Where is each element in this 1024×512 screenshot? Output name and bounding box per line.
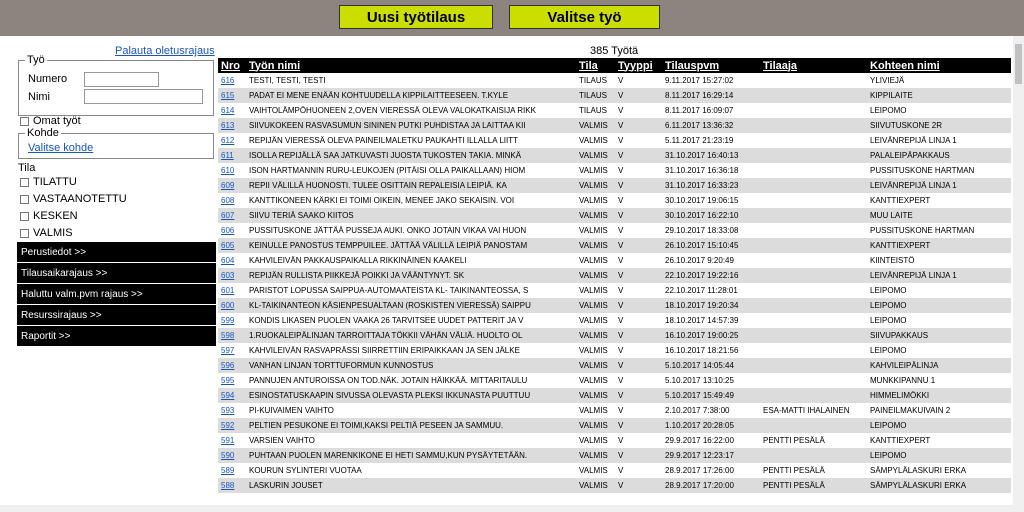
work-type: V — [618, 76, 624, 85]
work-number-link[interactable]: 607 — [221, 211, 235, 220]
orderer — [760, 418, 867, 433]
work-name: KONDIS LIKASEN PUOLEN VAAKA 26 TARVITSEE UUDET PATTERIT JA V — [249, 316, 524, 325]
work-name: KANTTIKONEEN KÄRKI EI TOIMI OIKEIN, MENEE JAKO SEKAISIN. VOI — [249, 196, 515, 205]
own-works-label: Omat työt — [33, 115, 81, 127]
work-type: V — [615, 418, 662, 433]
target-name: LEIVÄNREPIJÄ LINJA 1 — [870, 136, 957, 145]
target-filter-group — [18, 127, 214, 159]
target-filter-legend: Kohde — [27, 127, 59, 139]
column-header-type[interactable]: Tyyppi — [615, 58, 662, 73]
work-status: VALMIS — [579, 226, 608, 235]
status-checkbox[interactable] — [20, 195, 29, 204]
work-number-link[interactable]: 606 — [221, 226, 235, 235]
table-row[interactable] — [218, 283, 1011, 298]
orderer — [760, 268, 867, 283]
orderer — [760, 148, 867, 163]
order-date: 18.10.2017 14:57:39 — [665, 316, 739, 325]
target-name: KIINTEISTÖ — [870, 256, 915, 265]
work-number-link[interactable]: 590 — [221, 451, 235, 460]
work-status: VALMIS — [576, 388, 615, 403]
work-filter-legend: Työ — [27, 54, 45, 66]
work-type: V — [615, 238, 662, 253]
work-number-cell — [218, 448, 246, 463]
orderer — [760, 208, 867, 223]
work-type: V — [618, 256, 624, 265]
work-number-cell — [218, 313, 246, 328]
order-date: 5.10.2017 14:05:44 — [662, 358, 760, 373]
order-date: 31.10.2017 16:40:13 — [662, 148, 760, 163]
work-type: V — [618, 166, 624, 175]
work-number-cell — [218, 298, 246, 313]
work-number-cell — [218, 133, 246, 148]
order-date: 31.10.2017 16:36:18 — [665, 166, 739, 175]
target-name: YLIVIEJÄ — [870, 76, 905, 85]
work-number-link[interactable]: 603 — [221, 271, 235, 280]
table-row[interactable] — [218, 163, 1011, 178]
orderer — [760, 358, 867, 373]
work-number-link[interactable]: 608 — [221, 196, 235, 205]
orderer — [760, 343, 867, 358]
order-date: 26.10.2017 15:10:45 — [662, 238, 760, 253]
target-name: SIIVUTUSKONE 2R — [867, 118, 1011, 133]
column-header-name[interactable]: Työn nimi — [246, 58, 576, 73]
order-date: 28.9.2017 17:26:00 — [665, 466, 734, 475]
work-status: VALMIS — [576, 478, 615, 493]
vertical-scrollbar[interactable] — [1013, 36, 1024, 512]
work-type: V — [615, 88, 662, 103]
work-number-link[interactable]: 593 — [221, 406, 235, 415]
work-name: SIIVU TERIÄ SAAKO KIITOS — [246, 208, 576, 223]
order-date: 29.10.2017 18:33:08 — [665, 226, 739, 235]
work-type: V — [618, 196, 624, 205]
work-status: VALMIS — [576, 298, 615, 313]
order-date: 8.11.2017 16:09:07 — [665, 106, 734, 115]
table-row[interactable] — [218, 478, 1011, 493]
work-status: VALMIS — [576, 358, 615, 373]
work-number-link[interactable]: 592 — [221, 421, 235, 430]
work-number-cell — [218, 193, 246, 208]
work-name: PARISTOT LOPUSSA SAIPPUA-AUTOMAATEISTA KL- TAIKINANTEOSSA, S — [249, 286, 529, 295]
work-name: LASKURIN JOUSET — [246, 478, 576, 493]
target-name: KANTTIEXPERT — [867, 238, 1011, 253]
target-name: LEIPOMO — [867, 298, 1011, 313]
work-type: V — [615, 208, 662, 223]
work-name: KL-TAIKINANTEON KÄSIENPESUALTAAN (ROSKISTEN VIERESSÄ) SAIPPU — [246, 298, 576, 313]
work-number-cell — [218, 88, 246, 103]
work-name: ISON HARTMANNIN RURU-LEUKOJEN (PITÄISI OLLA PAIKALLAAN) HIOM — [249, 166, 526, 175]
name-label: Nimi — [28, 91, 50, 103]
work-status: VALMIS — [576, 238, 615, 253]
order-date: 2.10.2017 7:38:00 — [665, 406, 730, 415]
work-number-link[interactable]: 594 — [221, 391, 235, 400]
target-name: MUU LAITE — [867, 208, 1011, 223]
work-status: TILAUS — [579, 106, 608, 115]
table-row[interactable] — [218, 148, 1011, 163]
orderer — [760, 133, 867, 148]
work-number-link[interactable]: 598 — [221, 331, 235, 340]
table-row[interactable] — [218, 298, 1011, 313]
target-name: PUSSITUSKONE HARTMAN — [870, 166, 975, 175]
target-name: MUNKKIPANNU 1 — [870, 376, 936, 385]
work-number-cell — [218, 403, 246, 418]
new-work-order-button[interactable]: Uusi työtilaus — [339, 5, 493, 29]
top-toolbar — [0, 0, 1024, 36]
target-name: PAINEILMAKUIVAIN 2 — [870, 406, 951, 415]
table-row[interactable] — [218, 88, 1011, 103]
work-status: VALMIS — [576, 208, 615, 223]
orderer — [760, 163, 867, 178]
work-name: ESINOSTATUSKAAPIN SIVUSSA OLEVASTA PLEKSI IKKUNASTA PUUTTUU — [246, 388, 576, 403]
order-date: 16.10.2017 19:00:25 — [662, 328, 760, 343]
target-name: LEIPOMO — [870, 316, 907, 325]
status-label: VALMIS — [33, 227, 73, 239]
work-number-link[interactable]: 600 — [221, 301, 235, 310]
work-status: VALMIS — [579, 316, 608, 325]
work-number-cell — [218, 328, 246, 343]
work-number-cell — [218, 103, 246, 118]
work-status: VALMIS — [579, 466, 608, 475]
target-name: LEIPOMO — [870, 346, 907, 355]
work-number-link[interactable]: 588 — [221, 481, 235, 490]
work-type: V — [618, 406, 624, 415]
table-row[interactable] — [218, 223, 1011, 238]
work-name: VARSIEN VAIHTO — [249, 436, 315, 445]
work-table — [218, 58, 1011, 493]
status-label: TILATTU — [33, 176, 77, 188]
orderer — [760, 118, 867, 133]
table-row[interactable] — [218, 133, 1011, 148]
work-name: PUHTAAN PUOLEN MARENKIKONE EI HETI SAMMU,KUN PYSÄYTETÄÄN. — [246, 448, 576, 463]
work-name: KAHVILEIVÄN PAKKAUSPAIKALLA RIKKINÄINEN KAAKELI — [249, 256, 467, 265]
work-number-cell — [218, 73, 246, 88]
work-number-cell — [218, 223, 246, 238]
orderer — [760, 73, 867, 88]
work-type: V — [618, 466, 624, 475]
select-target-link[interactable]: Valitse kohde — [28, 142, 94, 154]
orderer — [760, 448, 867, 463]
target-name: LEIPOMO — [867, 418, 1011, 433]
number-input[interactable] — [84, 72, 159, 87]
order-date: 31.10.2017 16:33:23 — [662, 178, 760, 193]
order-date: 16.10.2017 18:21:56 — [665, 346, 739, 355]
order-date: 9.11.2017 15:27:02 — [665, 76, 734, 85]
work-number-link[interactable]: 613 — [221, 121, 235, 130]
reset-filters-link[interactable]: Palauta oletusrajaus — [115, 45, 215, 57]
work-type: V — [615, 298, 662, 313]
order-date: 29.9.2017 16:22:00 — [665, 436, 734, 445]
orderer: PENTTI PESÄLÄ — [763, 436, 825, 445]
table-row[interactable] — [218, 253, 1011, 268]
work-status: VALMIS — [579, 406, 608, 415]
work-number-cell — [218, 163, 246, 178]
section-order-time[interactable]: Tilausaikarajaus >> — [17, 263, 216, 283]
section-due-date[interactable]: Haluttu valm.pvm rajaus >> — [17, 284, 216, 304]
work-number-link[interactable]: 597 — [221, 346, 235, 355]
target-name: PALALEIPÄPAKKAUS — [867, 148, 1011, 163]
table-row[interactable] — [218, 238, 1011, 253]
work-number-cell — [218, 388, 246, 403]
work-name: KOURUN SYLINTERI VUOTAA — [249, 466, 362, 475]
work-name: 1.RUOKALEIPÄLINJAN TARROITTAJA TÖKKII VÄHÄN VÄLIÄ. HUOLTO OL — [246, 328, 576, 343]
column-header-status[interactable]: Tila — [576, 58, 615, 73]
target-name: KANTTIEXPERT — [870, 196, 931, 205]
target-name: KAHVILEIPÄLINJA — [867, 358, 1011, 373]
section-reports[interactable]: Raportit >> — [17, 326, 216, 346]
orderer: PENTTI PESÄLÄ — [763, 466, 825, 475]
order-date: 28.9.2017 17:20:00 — [662, 478, 760, 493]
work-status: VALMIS — [576, 118, 615, 133]
work-name: PI-KUIVAIMEN VAIHTO — [249, 406, 334, 415]
orderer — [760, 298, 867, 313]
work-number-cell — [218, 268, 246, 283]
orderer — [760, 388, 867, 403]
target-name: SÄMPYLÄLASKURI ERKA — [867, 478, 1011, 493]
status-checkbox[interactable] — [20, 229, 29, 238]
target-name: LEIPOMO — [867, 448, 1011, 463]
work-name: PADAT EI MENE ENÄÄN KOHTUUDELLA KIPPILAITTEESEEN. T.KYLE — [246, 88, 576, 103]
table-header-row — [218, 58, 1011, 73]
order-date: 22.10.2017 11:28:01 — [665, 286, 738, 295]
table-row[interactable] — [218, 448, 1011, 463]
number-label: Numero — [28, 73, 68, 85]
work-number-cell — [218, 463, 246, 478]
work-number-link[interactable]: 605 — [221, 241, 235, 250]
work-status: VALMIS — [576, 418, 615, 433]
work-type: V — [618, 136, 624, 145]
table-row[interactable] — [218, 343, 1011, 358]
work-status: VALMIS — [579, 256, 608, 265]
column-header-target[interactable]: Kohteen nimi — [867, 58, 1011, 73]
work-number-cell — [218, 148, 246, 163]
work-type: V — [618, 286, 624, 295]
work-number-link[interactable]: 616 — [221, 76, 235, 85]
table-row[interactable] — [218, 118, 1011, 133]
work-number-cell — [218, 343, 246, 358]
status-option[interactable] — [20, 210, 78, 222]
order-date: 29.9.2017 12:23:17 — [662, 448, 760, 463]
table-row[interactable] — [218, 328, 1011, 343]
order-date: 5.10.2017 13:10:25 — [665, 376, 734, 385]
work-number-link[interactable]: 615 — [221, 91, 235, 100]
work-status: VALMIS — [579, 286, 608, 295]
work-name: PUSSITUSKONE JÄTTÄÄ PUSSEJA AUKI. ONKO JOTAIN VIKAA VAI HUON — [249, 226, 527, 235]
table-row[interactable] — [218, 208, 1011, 223]
column-header-order-date[interactable]: Tilauspvm — [662, 58, 760, 73]
table-row[interactable] — [218, 463, 1011, 478]
column-header-orderer[interactable]: Tilaaja — [760, 58, 867, 73]
target-name: SIIVUPAKKAUS — [867, 328, 1011, 343]
target-name: KANTTIEXPERT — [870, 436, 931, 445]
work-number-link[interactable]: 599 — [221, 316, 235, 325]
work-type: V — [615, 118, 662, 133]
vertical-scrollbar-thumb[interactable] — [1015, 44, 1022, 84]
work-number-cell — [218, 418, 246, 433]
work-type: V — [615, 268, 662, 283]
target-name: LEIPOMO — [870, 286, 907, 295]
table-row[interactable] — [218, 313, 1011, 328]
orderer — [760, 283, 867, 298]
work-number-cell — [218, 238, 246, 253]
status-option[interactable] — [20, 176, 77, 188]
work-number-cell — [218, 178, 246, 193]
orderer — [760, 223, 867, 238]
work-status: TILAUS — [576, 88, 615, 103]
work-name: KEINULLE PANOSTUS TEMPPUILEE. JÄTTÄÄ VÄLILLÄ LEIPIÄ PANOSTAM — [246, 238, 576, 253]
column-header-number[interactable]: Nro — [218, 58, 246, 73]
work-name: KAHVILEIVÄN RASVAPRÄSSI SIIRRETTIIN ERIPAIKKAAN JA SEN JÄLKE — [249, 346, 520, 355]
work-status: VALMIS — [576, 148, 615, 163]
work-name: TESTI, TESTI, TESTI — [249, 76, 326, 85]
status-option[interactable] — [20, 227, 73, 239]
orderer — [760, 313, 867, 328]
section-basic-info[interactable]: Perustiedot >> — [17, 242, 216, 262]
orderer — [760, 253, 867, 268]
work-number-link[interactable]: 612 — [221, 136, 235, 145]
work-type: V — [615, 358, 662, 373]
work-name: REPIJÄN RULLISTA PIIKKEJÄ POIKKI JA VÄÄNTYNYT. SK — [246, 268, 576, 283]
work-number-link[interactable]: 591 — [221, 436, 235, 445]
horizontal-scrollbar[interactable] — [0, 505, 1013, 512]
table-row[interactable] — [218, 73, 1011, 88]
table-row[interactable] — [218, 418, 1011, 433]
table-row[interactable] — [218, 388, 1011, 403]
work-status: VALMIS — [579, 136, 608, 145]
work-status: VALMIS — [579, 196, 608, 205]
order-date: 30.10.2017 19:06:15 — [665, 196, 739, 205]
work-number-link[interactable]: 601 — [221, 286, 235, 295]
work-status: VALMIS — [576, 268, 615, 283]
work-type: V — [618, 376, 624, 385]
orderer — [760, 328, 867, 343]
orderer: ESA-MATTI IHALAINEN — [763, 406, 850, 415]
work-type: V — [618, 436, 624, 445]
work-number-cell — [218, 478, 246, 493]
work-type: V — [615, 328, 662, 343]
work-number-cell — [218, 373, 246, 388]
work-type: V — [618, 346, 624, 355]
work-type: V — [618, 316, 624, 325]
work-type: V — [618, 106, 624, 115]
order-date: 22.10.2017 19:22:16 — [662, 268, 760, 283]
work-name: REPII VÄLILLÄ HUONOSTI. TULEE OSITTAIN REPALEISIA LEIPIÄ. KA — [246, 178, 576, 193]
work-number-link[interactable]: 604 — [221, 256, 235, 265]
work-status: VALMIS — [579, 166, 608, 175]
target-name: SÄMPYLÄLASKURI ERKA — [870, 466, 967, 475]
select-work-button[interactable]: Valitse työ — [509, 5, 660, 29]
work-name: ISOLLA REPIJÄLLÄ SAA JATKUVASTI JUOSTA TUKOSTEN TAKIA. MINKÄ — [246, 148, 576, 163]
table-row[interactable] — [218, 433, 1011, 448]
work-number-link[interactable]: 589 — [221, 466, 235, 475]
work-count: 385 Työtä — [590, 45, 639, 57]
section-resources[interactable]: Resurssirajaus >> — [17, 305, 216, 325]
target-name: KIPPILAITE — [867, 88, 1011, 103]
work-name: REPIJÄN VIERESSÄ OLEVA PAINEILMALETKU PAUKAHTI ILLALLA LIITT — [249, 136, 518, 145]
work-type: V — [615, 178, 662, 193]
order-date: 18.10.2017 19:20:34 — [662, 298, 760, 313]
target-name: HIMMELIMÖKKI — [867, 388, 1011, 403]
order-date: 30.10.2017 16:22:10 — [662, 208, 760, 223]
work-status: VALMIS — [579, 376, 608, 385]
order-date: 8.11.2017 16:29:14 — [662, 88, 760, 103]
work-type: V — [615, 388, 662, 403]
work-number-cell — [218, 433, 246, 448]
target-name: LEIPOMO — [870, 106, 907, 115]
order-date: 1.10.2017 20:28:05 — [662, 418, 760, 433]
order-date: 26.10.2017 9:20:49 — [665, 256, 734, 265]
own-works-checkbox[interactable] — [20, 117, 29, 126]
status-filter-title: Tila — [18, 162, 36, 174]
table-row[interactable] — [218, 193, 1011, 208]
work-name: VANHAN LINJAN TORTTUFORMUN KUNNOSTUS — [246, 358, 576, 373]
table-row[interactable] — [218, 178, 1011, 193]
order-date: 5.11.2017 21:23:19 — [665, 136, 734, 145]
status-option[interactable] — [20, 193, 127, 205]
work-type: V — [615, 148, 662, 163]
order-date: 5.10.2017 15:49:49 — [662, 388, 760, 403]
work-type: V — [615, 478, 662, 493]
orderer — [760, 238, 867, 253]
work-name: PANNUJEN ANTUROISSA ON TOD.NÄK. JOTAIN HÄIKKÄÄ. MITTARITAULU — [249, 376, 528, 385]
table-row[interactable] — [218, 373, 1011, 388]
orderer — [760, 88, 867, 103]
work-status: VALMIS — [579, 436, 608, 445]
target-name: PUSSITUSKONE HARTMAN — [870, 226, 975, 235]
order-date: 6.11.2017 13:36:32 — [662, 118, 760, 133]
status-checkbox[interactable] — [20, 212, 29, 221]
target-name: LEIVÄNREPIJÄ LINJA 1 — [867, 268, 1011, 283]
work-number-link[interactable]: 609 — [221, 181, 235, 190]
work-number-link[interactable]: 595 — [221, 376, 235, 385]
table-row[interactable] — [218, 403, 1011, 418]
work-number-link[interactable]: 614 — [221, 106, 235, 115]
target-name: LEIVÄNREPIJÄ LINJA 1 — [867, 178, 1011, 193]
orderer — [760, 178, 867, 193]
table-row[interactable] — [218, 268, 1011, 283]
orderer — [760, 193, 867, 208]
work-filter-group — [18, 54, 214, 116]
work-number-cell — [218, 118, 246, 133]
orderer — [760, 373, 867, 388]
orderer — [760, 103, 867, 118]
work-number-cell — [218, 283, 246, 298]
work-number-link[interactable]: 611 — [221, 151, 234, 160]
status-checkbox[interactable] — [20, 178, 29, 187]
work-name: VAIHTOLÄMPÖHUONEEN 2,OVEN VIERESSÄ OLEVA VALOKATKAISIJA RIKK — [249, 106, 536, 115]
work-name: PELTIEN PESUKONE EI TOIMI,KAKSI PELTIÄ PESEEN JA SAMMUU. — [246, 418, 576, 433]
work-status: VALMIS — [576, 448, 615, 463]
work-type: V — [615, 448, 662, 463]
work-type: V — [618, 226, 624, 235]
table-row[interactable] — [218, 358, 1011, 373]
work-name: SIIVUKOKEEN RASVASUMUN SININEN PUTKI PUHDISTAA JA LAITTAA KII — [246, 118, 576, 133]
orderer: PENTTI PESÄLÄ — [760, 478, 867, 493]
work-status: VALMIS — [576, 328, 615, 343]
status-label: KESKEN — [33, 210, 78, 222]
name-input[interactable] — [84, 89, 203, 104]
work-status: TILAUS — [579, 76, 608, 85]
work-number-cell — [218, 358, 246, 373]
work-number-link[interactable]: 610 — [221, 166, 235, 175]
table-row[interactable] — [218, 103, 1011, 118]
work-number-cell — [218, 253, 246, 268]
work-number-link[interactable]: 596 — [221, 361, 235, 370]
work-number-cell — [218, 208, 246, 223]
own-works-filter[interactable] — [20, 115, 81, 127]
work-status: VALMIS — [579, 346, 608, 355]
work-status: VALMIS — [576, 178, 615, 193]
status-label: VASTAANOTETTU — [33, 193, 127, 205]
